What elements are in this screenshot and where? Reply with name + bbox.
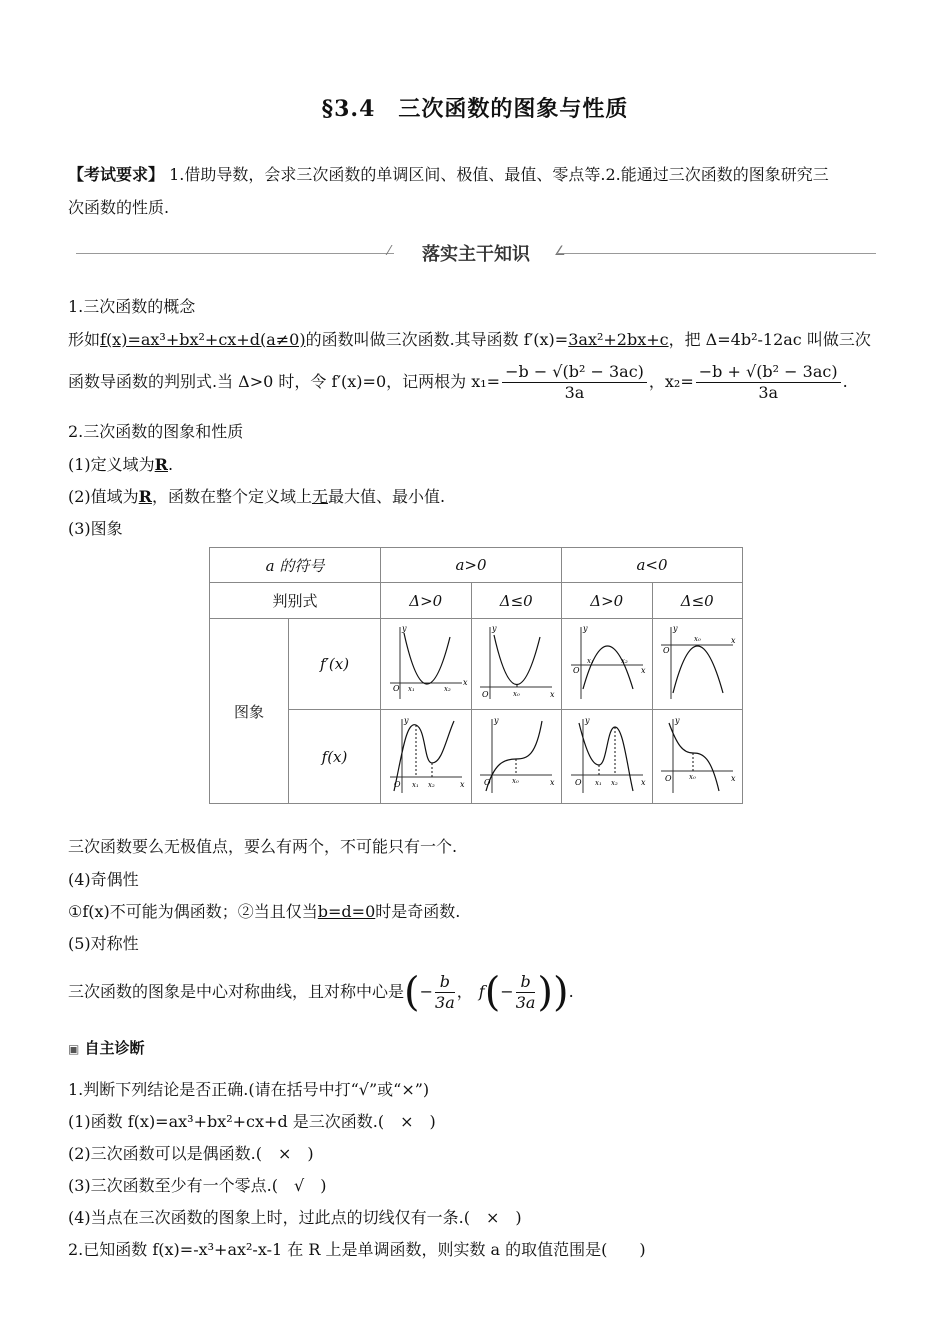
root-x2: $\frac{\text{−b + √(b² − 3ac)}}{3a}$ bbox=[696, 362, 841, 403]
f-label: f(x) bbox=[289, 710, 381, 804]
svg-text:y: y bbox=[675, 715, 680, 725]
concept-line-2: 函数导函数的判别式.当 Δ>0 时，令 f′(x)=0，记两根为 x₁= $\frac{\text{−b − √(b² − 3ac)}}{3a}$ ，x₂= $\frac{\text{−b + √(b² − 3ac)}}{3a}$ . bbox=[68, 362, 848, 402]
discriminant-label: 判别式 bbox=[210, 583, 381, 619]
svg-text:x₀: x₀ bbox=[512, 776, 520, 785]
graph-f-3 bbox=[562, 710, 653, 804]
svg-text:x₁: x₁ bbox=[411, 780, 419, 789]
svg-text:x₂: x₂ bbox=[427, 780, 435, 789]
question-1-item-1: (1)函数 f(x)=ax³+bx²+cx+d 是三次函数.( × ) bbox=[68, 1112, 436, 1131]
requirement-text-2: 次函数的性质. bbox=[68, 198, 170, 217]
disc-neg-2: Δ≤0 bbox=[652, 583, 743, 619]
svg-text:y: y bbox=[401, 624, 407, 633]
question-2: 2.已知函数 f(x)=-x³+ax²-x-1 在 R 上是单调函数，则实数 a 的取值范围是( ) bbox=[68, 1240, 646, 1259]
graph-fp-1 bbox=[381, 619, 472, 710]
concept-line-1: 形如f(x)=ax³+bx²+cx+d(a≠0)的函数叫做三次函数.其导函数 f′(x)=3ax²+2bx+c，把 Δ=4b²-12ac 叫做三次 bbox=[68, 330, 871, 349]
diagnosis-heading: 自主诊断 bbox=[84, 1039, 145, 1057]
symmetry-text: 三次函数的图象是中心对称曲线，且对称中心是(− $\frac{b}{3a}$ ， f(− $\frac{b}{3a}$ )). bbox=[68, 969, 574, 1016]
center-y-arg: $\frac{b}{3a}$ bbox=[515, 972, 536, 1012]
question-1-item-4: (4)当点在三次函数的图象上时，过此点的切线仅有一条.( × ) bbox=[68, 1208, 522, 1227]
svg-text:O: O bbox=[484, 777, 491, 787]
page-title: §3.4 三次函数的图象与性质 bbox=[321, 96, 629, 122]
svg-text:x: x bbox=[640, 666, 646, 675]
svg-text:O: O bbox=[482, 690, 489, 699]
sign-positive: a>0 bbox=[381, 548, 562, 583]
graph-heading: (3)图象 bbox=[68, 519, 123, 538]
svg-text:y: y bbox=[403, 715, 409, 725]
svg-text:O: O bbox=[574, 777, 582, 787]
section-title: 落实主干知识 bbox=[422, 244, 530, 265]
question-1: 1.判断下列结论是否正确.(请在括号中打“√”或“×”) bbox=[68, 1080, 430, 1099]
graph-f-1 bbox=[381, 710, 472, 804]
svg-text:x: x bbox=[550, 690, 555, 699]
svg-text:O: O bbox=[392, 684, 400, 693]
center-x: $\frac{b}{3a}$ bbox=[435, 972, 455, 1012]
requirement-text-1: 1.借助导数，会求三次函数的单调区间、极值、最值、零点等.2.能通过三次函数的图象研究三 bbox=[169, 165, 829, 184]
svg-text:x₂: x₂ bbox=[610, 778, 618, 787]
domain-line: (1)定义域为R. bbox=[68, 455, 174, 474]
graph-f-2 bbox=[471, 710, 562, 804]
fprime-label: f′(x) bbox=[289, 619, 381, 710]
svg-text:x: x bbox=[550, 777, 555, 787]
requirement-label: 【考试要求】 bbox=[68, 165, 165, 184]
range-line: (2)值域为R，函数在整个定义域上无最大值、最小值. bbox=[68, 487, 446, 506]
svg-text:x: x bbox=[459, 779, 465, 789]
blank-derivative: 3ax²+2bx+c bbox=[568, 330, 669, 349]
blank-extremum: 无 bbox=[311, 487, 328, 506]
svg-text:x₀: x₀ bbox=[689, 772, 697, 781]
sign-label: a 的符号 bbox=[210, 548, 381, 583]
disc-pos-1: Δ>0 bbox=[381, 583, 472, 619]
svg-text:O: O bbox=[393, 779, 401, 789]
root-x1: $\frac{\text{−b − √(b² − 3ac)}}{3a}$ bbox=[502, 362, 647, 403]
svg-text:x₀: x₀ bbox=[694, 635, 702, 643]
graph-fp-3 bbox=[562, 619, 653, 710]
svg-text:y: y bbox=[584, 715, 590, 725]
question-1-item-2: (2)三次函数可以是偶函数.( × ) bbox=[68, 1144, 314, 1163]
question-1-item-3: (3)三次函数至少有一个零点.( √ ) bbox=[68, 1176, 327, 1195]
graph-table bbox=[209, 547, 743, 804]
graph-property-heading: 2.三次函数的图象和性质 bbox=[68, 422, 244, 441]
slash-decor-icon: ⁄ bbox=[388, 244, 391, 259]
concept-heading: 1.三次函数的概念 bbox=[68, 297, 196, 316]
svg-text:x₂: x₂ bbox=[443, 685, 451, 693]
square-icon: ▣ bbox=[68, 1042, 80, 1056]
svg-text:x: x bbox=[731, 773, 736, 783]
svg-text:x₁: x₁ bbox=[586, 657, 594, 665]
svg-text:x₀: x₀ bbox=[513, 690, 521, 698]
svg-text:x: x bbox=[640, 777, 646, 787]
parity-text: ①f(x)不可能为偶函数；②当且仅当b=d=0时是奇函数. bbox=[68, 902, 461, 921]
svg-text:y: y bbox=[673, 624, 678, 633]
svg-text:x: x bbox=[462, 678, 468, 687]
svg-text:O: O bbox=[663, 646, 670, 655]
blank-odd-condition: b=d=0 bbox=[317, 902, 376, 921]
disc-neg-1: Δ≤0 bbox=[471, 583, 562, 619]
svg-text:x₁: x₁ bbox=[594, 778, 602, 787]
exam-requirement bbox=[68, 158, 883, 224]
blank-definition: f(x)=ax³+bx²+cx+d(a≠0) bbox=[100, 330, 306, 349]
svg-text:x₂: x₂ bbox=[620, 657, 628, 665]
svg-text:y: y bbox=[494, 715, 499, 725]
graph-fp-2 bbox=[471, 619, 562, 710]
svg-text:O: O bbox=[572, 666, 580, 675]
section-header bbox=[76, 240, 876, 270]
svg-text:O: O bbox=[665, 773, 672, 783]
svg-text:x: x bbox=[731, 636, 736, 645]
extremum-note: 三次函数要么无极值点，要么有两个，不可能只有一个. bbox=[68, 837, 458, 856]
svg-text:y: y bbox=[582, 624, 588, 633]
diagnosis-header bbox=[68, 1037, 144, 1058]
svg-text:y: y bbox=[492, 624, 497, 633]
disc-pos-2: Δ>0 bbox=[562, 583, 653, 619]
graph-label: 图象 bbox=[210, 619, 289, 804]
blank-domain: R bbox=[154, 455, 168, 474]
parity-heading: (4)奇偶性 bbox=[68, 870, 139, 889]
graph-fp-4 bbox=[652, 619, 743, 710]
sign-negative: a<0 bbox=[562, 548, 743, 583]
symmetry-heading: (5)对称性 bbox=[68, 934, 139, 953]
svg-text:x₁: x₁ bbox=[407, 685, 415, 693]
blank-range: R bbox=[138, 487, 152, 506]
slash-decor-icon-right: ∠ bbox=[554, 244, 566, 259]
graph-f-4 bbox=[652, 710, 743, 804]
